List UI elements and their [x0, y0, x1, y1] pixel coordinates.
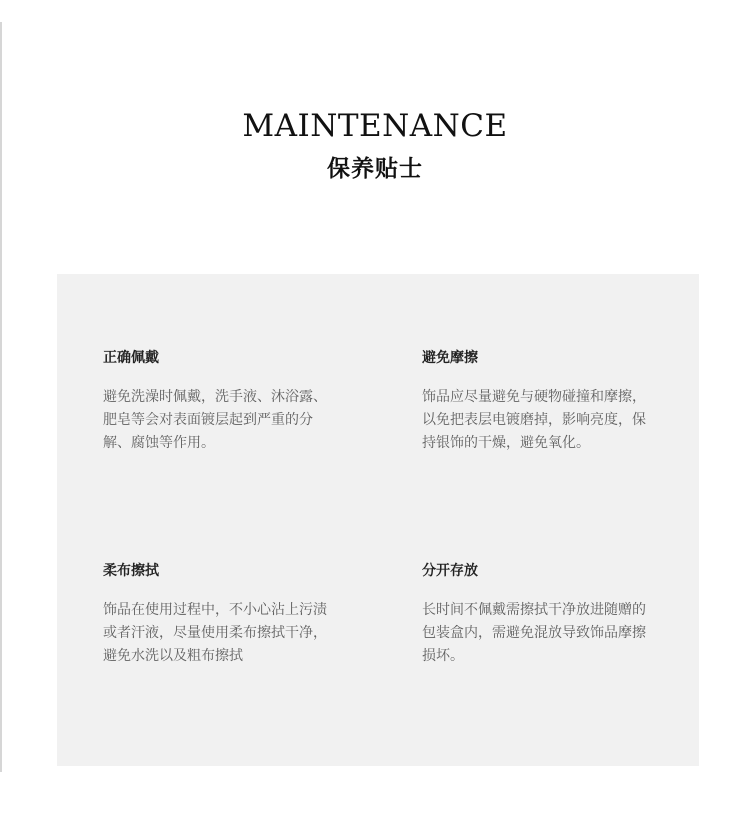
tip-body: 长时间不佩戴需擦拭干净放进随赠的包装盒内，需避免混放导致饰品摩擦损坏。	[422, 602, 646, 664]
page-title-chinese: 保养贴士	[327, 155, 423, 182]
tip-card-wear-correctly	[103, 348, 338, 455]
page-title-english: MAINTENANCE	[242, 108, 508, 144]
tip-heading: 避免摩擦	[422, 350, 478, 366]
tip-card-avoid-friction	[422, 348, 657, 455]
tip-card-wipe-soft-cloth	[103, 561, 338, 668]
tip-heading: 分开存放	[422, 563, 478, 579]
tip-heading: 柔布擦拭	[103, 563, 159, 579]
tip-heading: 正确佩戴	[103, 350, 159, 366]
tip-body: 饰品应尽量避免与硬物碰撞和摩擦，以免把表层电镀磨掉，影响亮度，保持银饰的干燥，避免氧化。	[422, 389, 646, 451]
tip-card-store-separately	[422, 561, 657, 668]
maintenance-tips-panel	[57, 274, 699, 766]
tip-body: 饰品在使用过程中，不小心沾上污渍或者汗液，尽量使用柔布擦拭干净，避免水洗以及粗布擦拭	[103, 602, 327, 664]
tip-body: 避免洗澡时佩戴，洗手液、沐浴露、肥皂等会对表面镀层起到严重的分解、腐蚀等作用。	[103, 389, 327, 451]
